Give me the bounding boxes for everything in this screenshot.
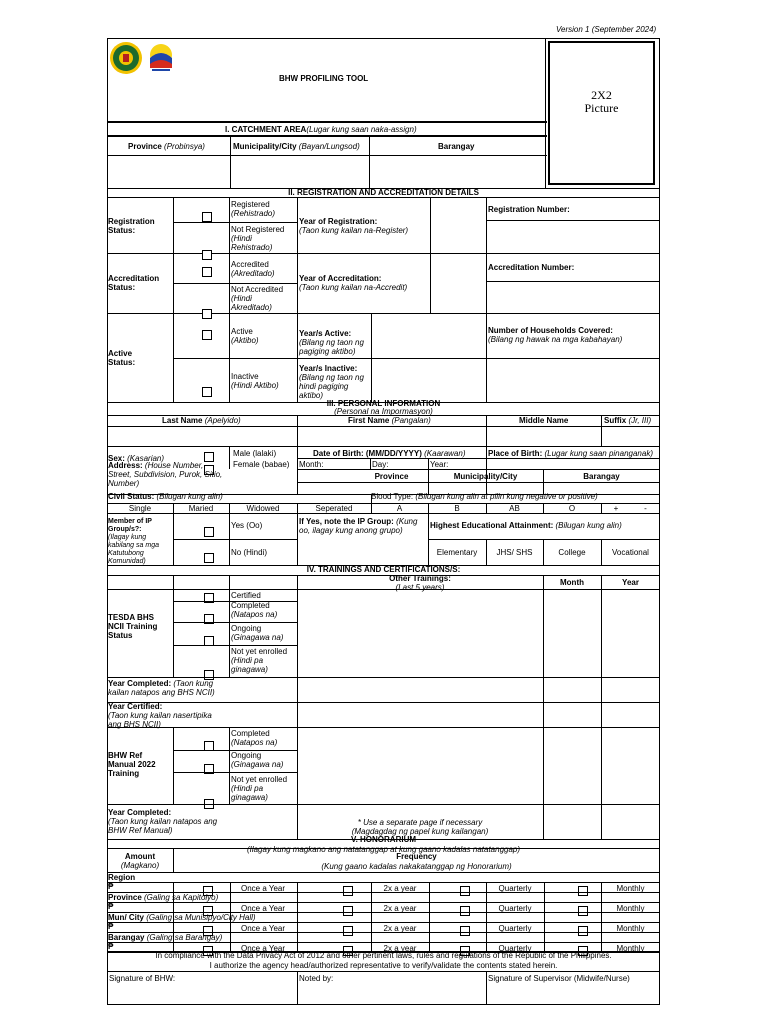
frequency-header-tl: (Kung gaano kadalas nakakatanggap ng Honorarium): [321, 862, 512, 871]
honorarium-source-label: Mun/ City (Galing sa Munisipyo/City Hall): [108, 913, 256, 922]
supervisor-signature-label: Signature of Supervisor (Midwife/Nurse): [488, 974, 630, 983]
ongoing-label: Ongoing (Ginagawa na): [231, 624, 284, 642]
first-name-header: First Name (Pangalan): [348, 416, 431, 425]
sex-label: Sex: (Kasarian): [108, 454, 165, 463]
ip-group-label: If Yes, note the IP Group: (Kung oo, ilagay kung anong grupo): [299, 517, 418, 535]
month-label: Month:: [299, 460, 324, 469]
barangay-header: Barangay: [438, 142, 475, 151]
blood-negative[interactable]: -: [644, 504, 647, 513]
acc-status-label: Accreditation Status:: [108, 274, 160, 292]
frequency-option-label: 2x a year: [383, 944, 417, 953]
ip-member-label: Member of IP Group/s?: (Ilagay kung kabilang sa mga Katutubong Komunidad): [108, 518, 159, 565]
civil-status-label: Civil Status: (Bilugan kung alin): [108, 492, 223, 501]
blood-ab[interactable]: AB: [509, 504, 520, 513]
honorarium-source-label: Province (Galing sa Kapitolyo): [108, 893, 219, 902]
ref-completed-label: Completed (Natapos na): [231, 729, 278, 747]
blood-type-label: Blood Type: (Bilugan kung alin at pilin kung negative or positive): [371, 492, 598, 501]
address-label: Address: (House Number, Street, Subdivision, Purok, Sitio, Number): [108, 461, 223, 488]
frequency-option-label: 2x a year: [383, 884, 417, 893]
frequency-checkbox[interactable]: [460, 886, 470, 896]
tesda-label: TESDA BHS NCII Training Status: [108, 613, 158, 640]
last-name-header: Last Name (Apelyido): [162, 416, 241, 425]
peso-sign: ₱: [108, 922, 114, 931]
not-accredited-checkbox[interactable]: [202, 309, 212, 319]
photo-label-2: Picture: [584, 101, 619, 115]
frequency-option-label: Monthly: [616, 924, 645, 933]
province-header: Province (Probinsya): [128, 142, 205, 151]
not-accredited-label: Not Accredited (Hindi Akreditado): [231, 285, 284, 312]
frequency-option-label: Quarterly: [498, 924, 532, 933]
accredited-checkbox[interactable]: [202, 267, 212, 277]
reg-status-label: Registration Status:: [108, 217, 155, 235]
ref-not-enrolled-label: Not yet enrolled (Hindi pa ginagawa): [231, 775, 288, 802]
not-registered-checkbox[interactable]: [202, 250, 212, 260]
photo-label-1: 2X2: [591, 88, 612, 102]
edu-jhs-shs[interactable]: JHS/ SHS: [496, 548, 533, 557]
frequency-option-label: Quarterly: [498, 904, 532, 913]
blood-a[interactable]: A: [396, 504, 403, 513]
consent-line-2: I authorize the agency head/authorized representative to verify/validate the contents stated herein.: [209, 961, 558, 970]
frequency-checkbox[interactable]: [578, 906, 588, 916]
year-reg-label: Year of Registration: (Taon kung kailan na-Register): [299, 217, 409, 235]
frequency-option-label: 2x a year: [383, 904, 417, 913]
frequency-option-label: Monthly: [616, 944, 645, 953]
certified-label: Certified: [231, 591, 261, 600]
active-status-label: Active Status:: [108, 349, 136, 367]
frequency-checkbox[interactable]: [343, 926, 353, 936]
sec3-title: III. PERSONAL INFORMATION: [326, 399, 441, 408]
year-completed-label: Year Completed: (Taon kung kailan natapos ang BHS NCII): [108, 679, 215, 697]
peso-sign: ₱: [108, 942, 114, 951]
dob-label: Date of Birth: (MM/DD/YYYY) (Kaarawan): [313, 449, 466, 458]
civil-single[interactable]: Single: [128, 504, 152, 513]
reg-number-label: Registration Number:: [488, 205, 570, 214]
civil-widowed[interactable]: Widowed: [246, 504, 280, 513]
frequency-checkbox[interactable]: [578, 886, 588, 896]
frequency-option-label: Quarterly: [498, 944, 532, 953]
form-title: BHW PROFILING TOOL: [279, 74, 369, 83]
year-certified-label: Year Certified: (Taon kung kailan nasertipika ang BHS NCII): [108, 702, 212, 729]
middle-name-header: Middle Name: [519, 416, 569, 425]
frequency-option-label: Monthly: [616, 884, 645, 893]
frequency-checkbox[interactable]: [343, 886, 353, 896]
blood-o[interactable]: O: [568, 504, 576, 513]
ip-no-checkbox[interactable]: [204, 553, 214, 563]
registered-checkbox[interactable]: [202, 212, 212, 222]
other-trainings-tl: (Last 5 years): [395, 583, 445, 592]
frequency-option-label: Once a Year: [240, 904, 286, 913]
accredited-label: Accredited (Akreditado): [231, 260, 275, 278]
households-label: Number of Households Covered: (Bilang ng hawak na mga kabahayan): [488, 326, 623, 344]
amount-header-tl: (Magkano): [120, 861, 160, 870]
addr-barangay-header: Barangay: [583, 472, 620, 481]
not-enrolled-label: Not yet enrolled (Hindi pa ginagawa): [231, 647, 288, 674]
ref-ongoing-label: Ongoing (Ginagawa na): [231, 751, 284, 769]
suffix-header: Suffix (Jr, III): [604, 416, 652, 425]
sec3-title-tl: (Personal na Impormasyon): [334, 407, 433, 416]
edu-college[interactable]: College: [558, 548, 586, 557]
sec1-title: I. CATCHMENT AREA(Lugar kung saan naka-assign): [225, 125, 417, 134]
ip-yes-label: Yes (Oo): [231, 521, 263, 530]
ip-no-label: No (Hindi): [231, 548, 268, 557]
version-label: Version 1 (September 2024): [556, 25, 657, 34]
years-inactive-label: Year/s Inactive: (Bilang ng taon ng hindi pagiging aktibo): [299, 364, 364, 400]
female-label: Female (babae): [233, 460, 290, 469]
frequency-checkbox[interactable]: [578, 926, 588, 936]
separate-page-note-tl: (Magdagdag ng papel kung kailangan): [351, 827, 489, 836]
peso-sign: ₱: [108, 882, 114, 891]
addr-municipality-header: Municipality/City: [453, 472, 518, 481]
ip-yes-checkbox[interactable]: [204, 527, 214, 537]
civil-separated[interactable]: Seperated: [315, 504, 353, 513]
inactive-checkbox[interactable]: [202, 387, 212, 397]
education-label: Highest Educational Attainment: (Bilugan kung alin): [430, 521, 622, 530]
amount-header: Amount: [124, 852, 156, 861]
sec2-title: II. REGISTRATION AND ACCREDITATION DETAILS: [288, 188, 479, 197]
sec4-title: IV. TRAININGS AND CERTIFICATIONS/S:: [306, 565, 461, 574]
honorarium-source-label: Barangay (Galing sa Barangay): [108, 933, 223, 942]
male-label: Male (lalaki): [233, 449, 277, 458]
frequency-option-label: Once a Year: [240, 884, 286, 893]
frequency-option-label: 2x a year: [383, 924, 417, 933]
not-registered-label: Not Registered (Hindi Rehistrado): [231, 225, 285, 252]
registered-label: Registered (Rehistrado): [231, 200, 276, 218]
consent-line-1: In compliance with the Data Privacy Act of 2012 and other pertinent laws, rules and regulations of the Republic of the Philippines.: [155, 951, 612, 960]
other-trainings-label: Other Trainings:: [389, 574, 451, 583]
frequency-checkbox[interactable]: [460, 926, 470, 936]
sec5-title: V. HONORARIUM: [350, 835, 417, 844]
edu-vocational[interactable]: Vocational: [612, 548, 649, 557]
frequency-option-label: Monthly: [616, 904, 645, 913]
acc-number-label: Accreditation Number:: [488, 263, 575, 272]
years-active-label: Year/s Active: (Bilang ng taon ng pagiging aktibo): [299, 329, 364, 356]
active-label: Active (Aktibo): [231, 327, 259, 345]
blood-positive[interactable]: +: [613, 504, 619, 513]
month-header: Month: [560, 578, 584, 587]
frequency-option-label: Quarterly: [498, 884, 532, 893]
bagong-pilipinas-logo: [146, 42, 176, 72]
civil-married[interactable]: Maried: [188, 504, 214, 513]
municipality-header: Municipality/City (Bayan/Lungsod): [233, 142, 360, 151]
sec5-title-tl: (Ilagay kung magkano ang natatanggap at kung gaano kadalas natatanggap): [246, 845, 521, 854]
doh-seal-logo: [110, 42, 142, 74]
pob-label: Place of Birth: (Lugar kung saan pinanganak): [488, 449, 653, 458]
year-acc-label: Year of Accreditation: (Taon kung kailan na-Accredit): [299, 274, 408, 292]
frequency-header: Frequency: [396, 852, 437, 861]
frequency-option-label: Once a Year: [240, 944, 286, 953]
ref-year-completed-label: Year Completed: (Taon kung kailan natapos ang BHW Ref Manual): [108, 808, 218, 835]
inactive-label: Inactive (Hindi Aktibo): [231, 372, 279, 390]
honorarium-source-label: Region: [108, 873, 136, 882]
ref-manual-label: BHW Ref Manual 2022 Training: [108, 751, 156, 778]
year-header: Year: [622, 578, 639, 587]
addr-province-header: Province: [374, 472, 409, 481]
frequency-option-label: Once a Year: [240, 924, 286, 933]
peso-sign: ₱: [108, 902, 114, 911]
noted-by-label: Noted by:: [299, 974, 334, 983]
separate-page-note: * Use a separate page if necessary: [357, 818, 483, 827]
bhw-signature-label: Signature of BHW:: [109, 974, 176, 983]
edu-elementary[interactable]: Elementary: [436, 548, 478, 557]
completed-label: Completed (Natapos na): [231, 601, 278, 619]
frequency-checkbox[interactable]: [343, 906, 353, 916]
active-checkbox[interactable]: [202, 330, 212, 340]
year-label: Year:: [430, 460, 449, 469]
blood-b[interactable]: B: [454, 504, 460, 513]
frequency-checkbox[interactable]: [460, 906, 470, 916]
day-label: Day:: [372, 460, 389, 469]
